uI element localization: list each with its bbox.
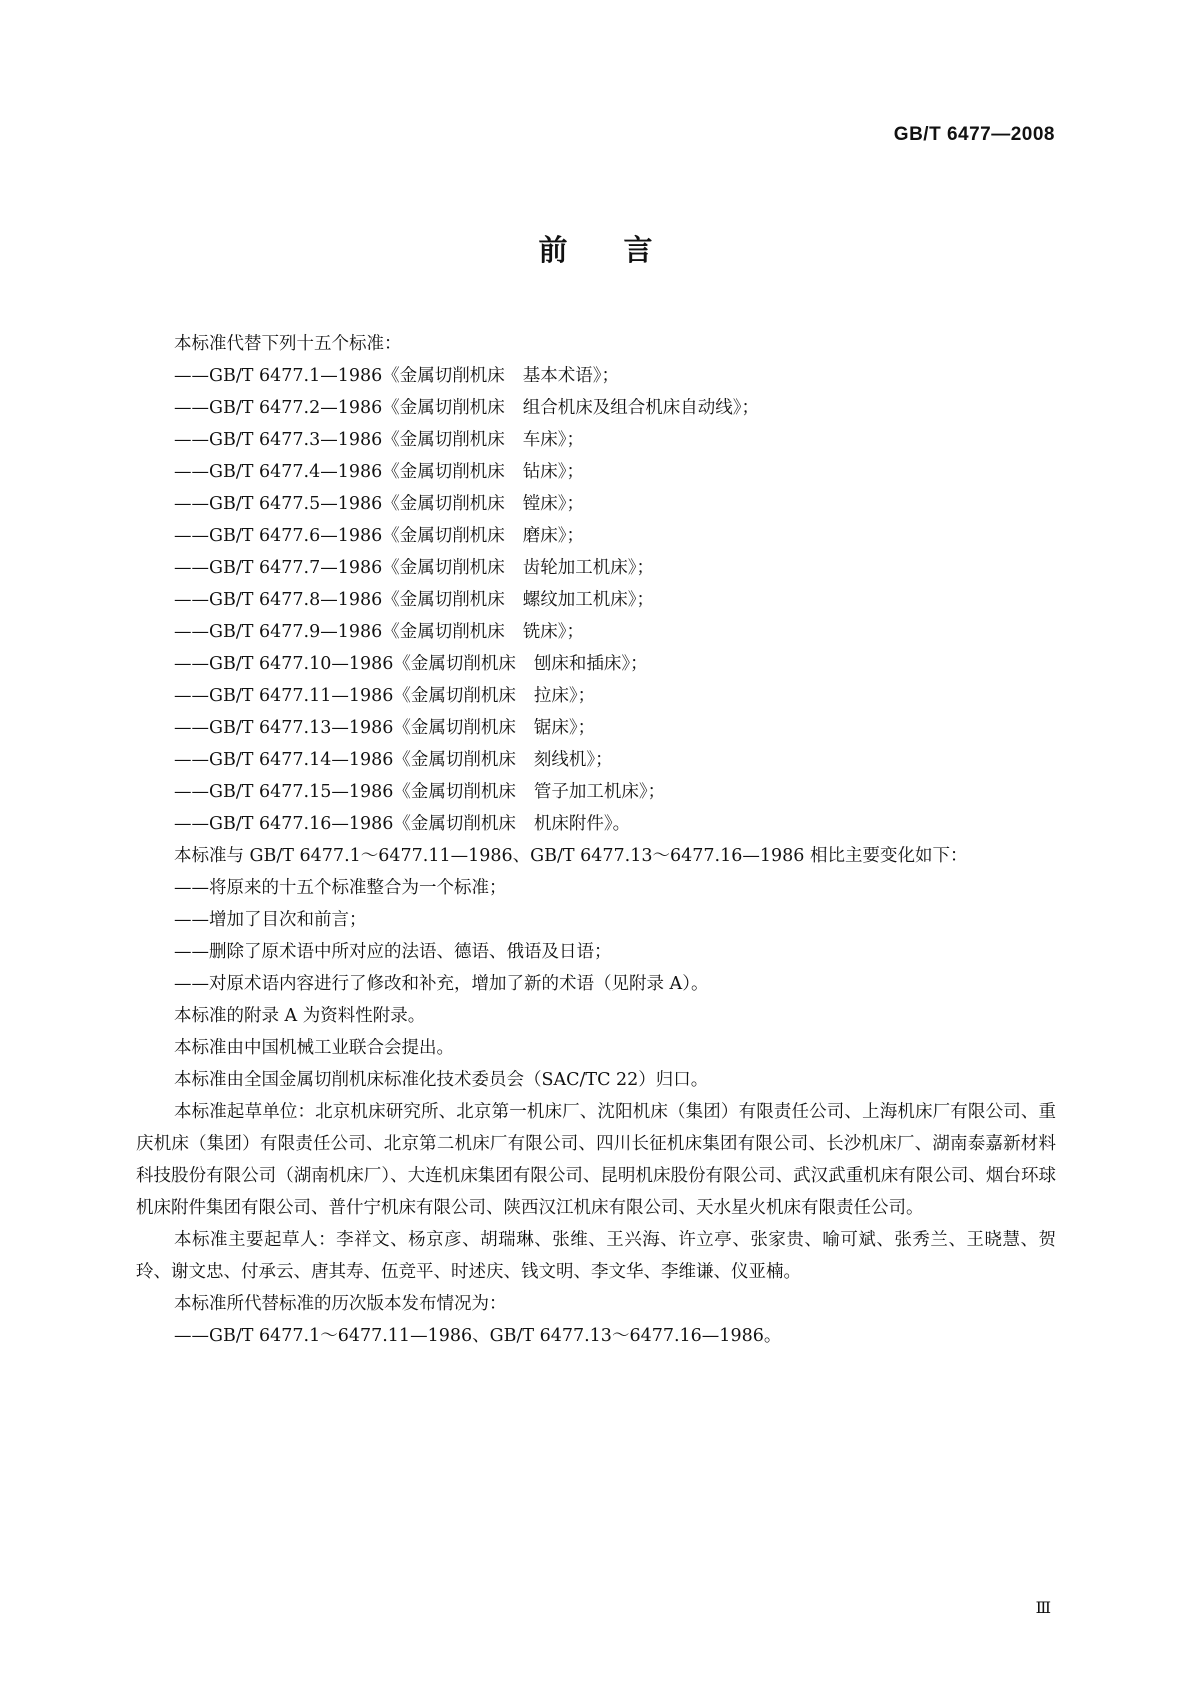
drafting-units: 本标准起草单位：北京机床研究所、北京第一机床厂、沈阳机床（集团）有限责任公司、上海机床厂有限公司、重庆机床（集团）有限责任公司、北京第二机床厂有限公司、四川长征机床集团有限公司、长沙机床厂、湖南泰嘉新材料科技股份有限公司（湖南机床厂）、大连机床集团有限公司、昆明机床股份有限公司、武汉武重机床有限公司、烟台环球机床附件集团有限公司、普什宁机床有限公司、陕西汉江机床有限公司、天水星火机床有限责任公司。 [136, 1102, 1056, 1218]
list-item [136, 520, 1056, 552]
list-item [136, 808, 1056, 840]
drafters: 本标准主要起草人：李祥文、杨京彦、胡瑞琳、张维、王兴海、许立亭、张家贵、喻可斌、张秀兰、王晓慧、贺玲、谢文忠、付承云、唐其寿、伍竞平、时述庆、钱文明、李文华、李维谦、仪亚楠。 [136, 1230, 1056, 1282]
history-item: ——GB/T 6477.1～6477.11—1986、GB/T 6477.13～6477.16—1986。 [174, 1326, 782, 1346]
changes-intro: 本标准与 GB/T 6477.1～6477.11—1986、GB/T 6477.13～6477.16—1986 相比主要变化如下： [174, 846, 968, 866]
standard-code: GB/T 6477—2008 [893, 124, 1055, 145]
standard-ref: ——GB/T 6477.9—1986《金属切削机床 [174, 622, 505, 642]
standard-ref: ——GB/T 6477.7—1986《金属切削机床 [174, 558, 505, 578]
standard-title: 磨床》； [522, 526, 584, 546]
standard-title: 螺纹加工机床》； [522, 590, 654, 610]
list-item [136, 680, 1056, 712]
list-item [136, 584, 1056, 616]
list-item: ——删除了原术语中所对应的法语、德语、俄语及日语； [174, 942, 612, 962]
list-item [136, 424, 1056, 456]
standard-ref: ——GB/T 6477.13—1986《金属切削机床 [174, 718, 516, 738]
list-item [136, 744, 1056, 776]
list-item [136, 456, 1056, 488]
standard-ref: ——GB/T 6477.11—1986《金属切削机床 [174, 686, 516, 706]
list-item [136, 776, 1056, 808]
list-item [136, 488, 1056, 520]
page-number: Ⅲ [1035, 1598, 1051, 1617]
standard-ref: ——GB/T 6477.10—1986《金属切削机床 [174, 654, 516, 674]
list-item [136, 392, 1056, 424]
list-item [136, 648, 1056, 680]
standard-ref: ——GB/T 6477.8—1986《金属切削机床 [174, 590, 505, 610]
intro-paragraph: 本标准代替下列十五个标准： [174, 334, 402, 354]
standard-title: 刻线机》； [533, 750, 613, 770]
standard-title: 组合机床及组合机床自动线》； [522, 398, 759, 418]
list-item [136, 616, 1056, 648]
standard-title: 齿轮加工机床》； [522, 558, 654, 578]
standard-ref: ——GB/T 6477.15—1986《金属切削机床 [174, 782, 516, 802]
standard-ref: ——GB/T 6477.14—1986《金属切削机床 [174, 750, 516, 770]
foreword-body [136, 328, 1056, 1352]
title-char-2: 言 [623, 233, 653, 267]
standard-title: 基本术语》； [522, 366, 619, 386]
standard-title: 机床附件》。 [533, 814, 631, 834]
list-item [136, 360, 1056, 392]
proposer-note: 本标准由中国机械工业联合会提出。 [174, 1038, 454, 1058]
history-intro: 本标准所代替标准的历次版本发布情况为： [174, 1294, 507, 1314]
standard-ref: ——GB/T 6477.3—1986《金属切削机床 [174, 430, 505, 450]
standard-ref: ——GB/T 6477.6—1986《金属切削机床 [174, 526, 505, 546]
list-item [136, 552, 1056, 584]
standard-title: 拉床》； [533, 686, 596, 706]
replaced-standards-list [136, 360, 1056, 840]
list-item: ——增加了目次和前言； [174, 910, 367, 930]
standard-ref: ——GB/T 6477.16—1986《金属切削机床 [174, 814, 516, 834]
standard-title: 钻床》； [522, 462, 584, 482]
committee-note: 本标准由全国金属切削机床标准化技术委员会（SAC/TC 22）归口。 [174, 1070, 709, 1090]
standard-title: 锯床》； [533, 718, 596, 738]
standard-title: 车床》； [522, 430, 584, 450]
standard-ref: ——GB/T 6477.1—1986《金属切削机床 [174, 366, 505, 386]
page-title [0, 228, 1191, 269]
standard-title: 管子加工机床》； [533, 782, 666, 802]
standard-ref: ——GB/T 6477.4—1986《金属切削机床 [174, 462, 505, 482]
list-item: ——将原来的十五个标准整合为一个标准； [174, 878, 507, 898]
list-item [136, 712, 1056, 744]
changes-list [136, 872, 1056, 1000]
appendix-note: 本标准的附录 A 为资料性附录。 [174, 1006, 426, 1026]
standard-title: 刨床和插床》； [533, 654, 648, 674]
standard-ref: ——GB/T 6477.2—1986《金属切削机床 [174, 398, 505, 418]
standard-ref: ——GB/T 6477.5—1986《金属切削机床 [174, 494, 505, 514]
title-char-1: 前 [538, 233, 568, 267]
list-item: ——对原术语内容进行了修改和补充，增加了新的术语（见附录 A）。 [174, 974, 709, 994]
standard-title: 铣床》； [522, 622, 584, 642]
standard-title: 镗床》； [522, 494, 584, 514]
